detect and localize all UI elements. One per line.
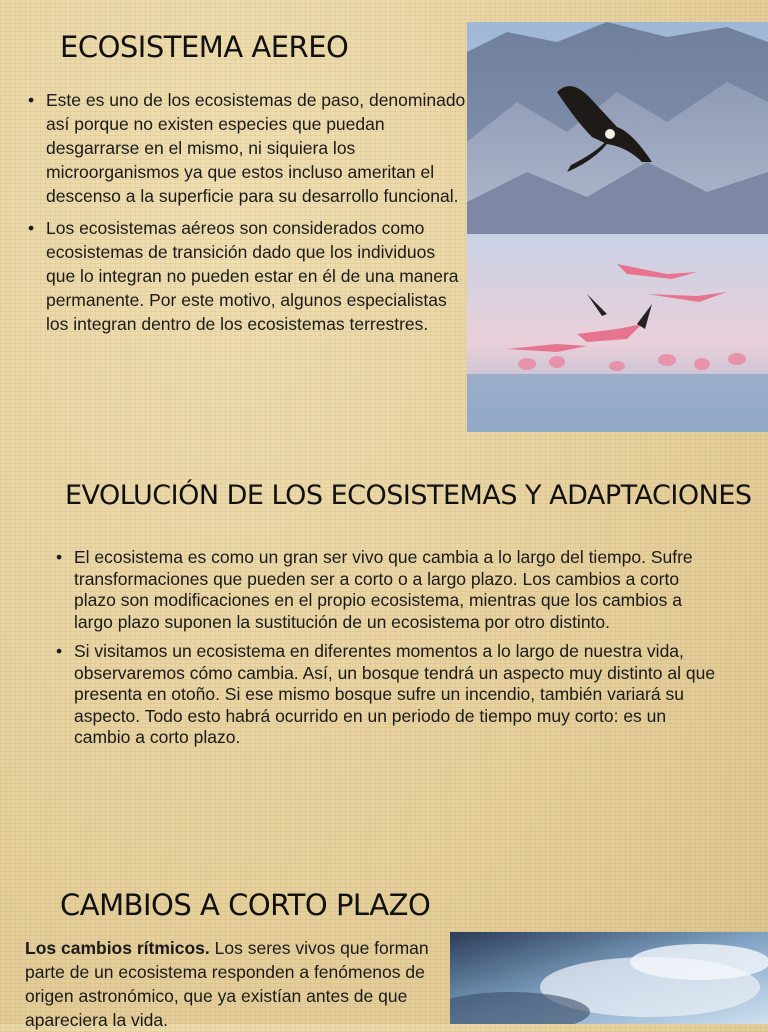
slide-title: CAMBIOS A CORTO PLAZO xyxy=(60,888,431,922)
condor-mountains-photo xyxy=(467,22,768,234)
body-paragraph xyxy=(25,936,435,1032)
bullet-list xyxy=(56,547,716,757)
flamingos-lake-photo xyxy=(467,234,768,432)
paragraph-text: Los seres vivos que forman parte de un ecosistema responden a fenómenos de origen astronómico, que ya existían antes de que apareciera la vida. xyxy=(25,938,429,1030)
bullet-item: • Los ecosistemas aéreos son considerados como ecosistemas de transición dado que los individuos que lo integran no pueden estar en él de una manera permanente. Por este motivo, algunos especialistas los integran dentro de los ecosistemas terrestres. xyxy=(28,216,468,336)
slide-ecosistema-aereo xyxy=(0,0,768,450)
cloudy-sky-photo xyxy=(450,932,768,1024)
bold-lead: Los cambios rítmicos. xyxy=(25,938,210,958)
bullet-list xyxy=(28,88,468,344)
bullet-item: • Este es uno de los ecosistemas de paso, denominado así porque no existen especies que puedan desgarrarse en el mismo, ni siquiera los microorganismos ya que estos incluso ameritan el descenso a la superficie para su desarrollo funcional. xyxy=(28,88,468,208)
bullet-item: • Si visitamos un ecosistema en diferentes momentos a lo largo de nuestra vida, observaremos cómo cambia. Así, un bosque tendrá un aspecto muy distinto al que presenta en otoño. Si ese mismo bosque sufre un incendio, también variará su aspecto. Todo esto habrá ocurrido en un periodo de tiempo muy corto: es un cambio a corto plazo. xyxy=(56,641,716,749)
slide-title: EVOLUCIÓN DE LOS ECOSISTEMAS Y ADAPTACIONES xyxy=(65,480,752,511)
bullet-item: • El ecosistema es como un gran ser vivo que cambia a lo largo del tiempo. Sufre transformaciones que pueden ser a corto o a largo plazo. Los cambios a corto plazo son modificaciones en el propio ecosistema, mientras que los cambios a largo plazo suponen la sustitución de un ecosistema por otro distinto. xyxy=(56,547,716,633)
slide-evolucion xyxy=(0,455,768,815)
slide-title: ECOSISTEMA AEREO xyxy=(60,30,349,64)
